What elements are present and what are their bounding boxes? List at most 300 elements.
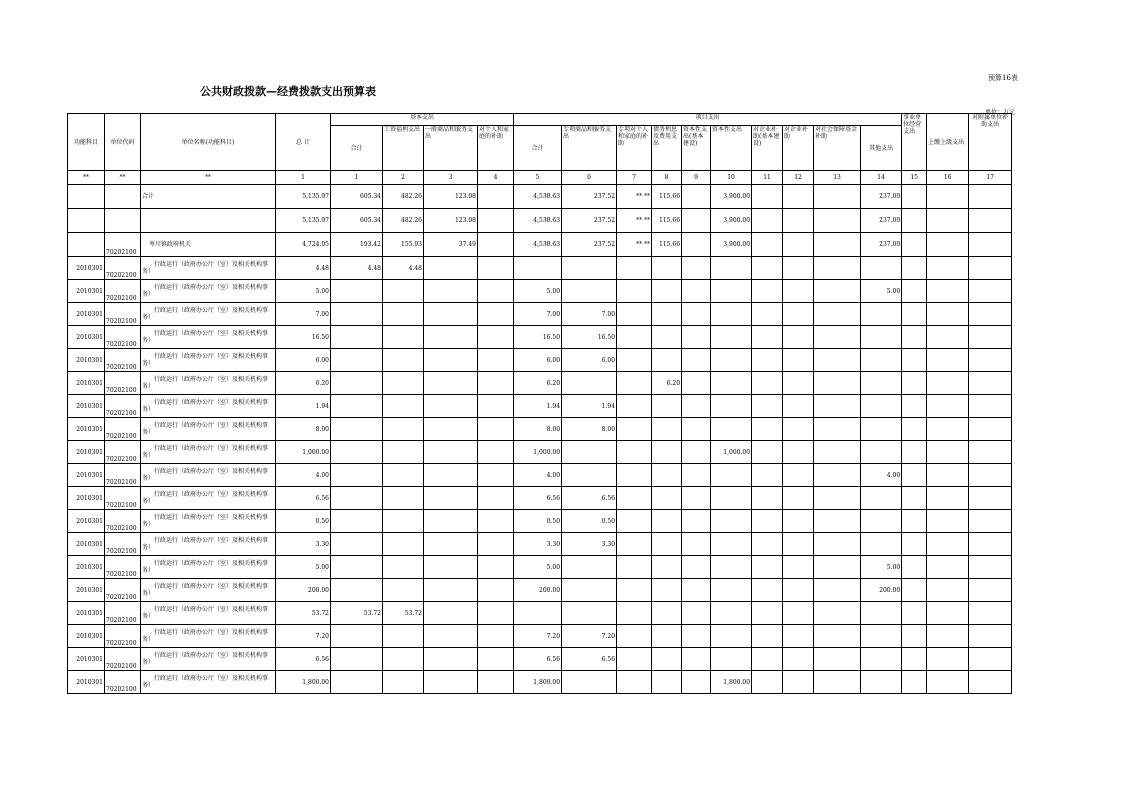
upper-cell: [927, 209, 969, 233]
goods-cell: [424, 303, 478, 326]
project-personal-cell: [617, 441, 652, 464]
total-cell: 16.50: [276, 326, 331, 349]
table-row: [68, 185, 1012, 209]
salary-cell: [383, 579, 424, 602]
ent-subsidy-cell: [783, 326, 814, 349]
unit-name-cell: 行政运行（政府办公厅（室）及相关机构事务）: [141, 533, 276, 556]
project-personal-cell: [617, 303, 652, 326]
unit-name-cell: 行政运行（政府办公厅（室）及相关机构事务）: [141, 648, 276, 671]
ent-subsidy-build-cell: [752, 464, 783, 487]
ent-subsidy-cell: [783, 209, 814, 233]
basic-total-cell: [331, 671, 383, 694]
social-cell: [814, 625, 861, 648]
social-cell: [814, 487, 861, 510]
unit-name-cell: 行政运行（政府办公厅（室）及相关机构事务）: [141, 303, 276, 326]
project-personal-cell: [617, 280, 652, 303]
func-subject-cell: [68, 233, 105, 257]
ent-subsidy-cell: [783, 257, 814, 280]
subsidiary-cell: [969, 372, 1012, 395]
personal-cell: [478, 602, 514, 625]
total-cell: 6.20: [276, 372, 331, 395]
enterprise-cell: [902, 233, 927, 257]
unit-code-cell: 70202100: [105, 671, 141, 694]
basic-total-cell: 605.34: [331, 209, 383, 233]
project-personal-cell: [617, 372, 652, 395]
project-total-cell: 0.50: [514, 510, 562, 533]
enterprise-cell: [902, 349, 927, 372]
basic-total-cell: [331, 625, 383, 648]
capital-cell: [711, 326, 752, 349]
social-cell: [814, 418, 861, 441]
personal-cell: [478, 185, 514, 209]
social-cell: [814, 556, 861, 579]
table-row: [68, 487, 1012, 510]
unit-name-cell: 行政运行（政府办公厅（室）及相关机构事务）: [141, 671, 276, 694]
column-number: **: [105, 171, 141, 185]
column-number: 17: [969, 171, 1012, 185]
debt-cell: 115.66: [652, 233, 682, 257]
basic-total-cell: [331, 579, 383, 602]
unit-name-cell: 行政运行（政府办公厅（室）及相关机构事务）: [141, 625, 276, 648]
capital-build-cell: [682, 533, 711, 556]
project-personal-cell: [617, 257, 652, 280]
unit-code-cell: 70202100: [105, 303, 141, 326]
column-number: **: [68, 171, 105, 185]
other-cell: [861, 648, 902, 671]
unit-code-cell: 70202100: [105, 556, 141, 579]
capital-cell: [711, 556, 752, 579]
capital-cell: [711, 303, 752, 326]
project-total-cell: 5.00: [514, 556, 562, 579]
total-cell: 7.00: [276, 303, 331, 326]
column-number: 15: [902, 171, 927, 185]
ent-subsidy-cell: [783, 303, 814, 326]
total-cell: 6.56: [276, 487, 331, 510]
table-row: [68, 556, 1012, 579]
other-cell: 4.00: [861, 464, 902, 487]
salary-cell: [383, 533, 424, 556]
special-goods-cell: [562, 372, 617, 395]
special-goods-cell: [562, 671, 617, 694]
capital-cell: [711, 625, 752, 648]
table-row: [68, 209, 1012, 233]
project-total-cell: 6.56: [514, 487, 562, 510]
project-total-cell: 4,530.63: [514, 209, 562, 233]
unit-name-cell: 行政运行（政府办公厅（室）及相关机构事务）: [141, 441, 276, 464]
header-proj-personal: 专项对个人和家庭的补助: [617, 126, 652, 171]
other-cell: [861, 441, 902, 464]
other-cell: 237.00: [861, 185, 902, 209]
goods-cell: [424, 579, 478, 602]
capital-cell: 3,900.00: [711, 185, 752, 209]
salary-cell: 482.26: [383, 209, 424, 233]
special-goods-cell: 6.56: [562, 648, 617, 671]
project-total-cell: 4,530.63: [514, 233, 562, 257]
subsidiary-cell: [969, 579, 1012, 602]
personal-cell: [478, 395, 514, 418]
unit-code-cell: 70202100: [105, 257, 141, 280]
header-proj-total: 合计: [514, 126, 562, 171]
basic-total-cell: [331, 326, 383, 349]
debt-cell: [652, 303, 682, 326]
subsidiary-cell: [969, 533, 1012, 556]
debt-cell: [652, 487, 682, 510]
special-goods-cell: 7.00: [562, 303, 617, 326]
salary-cell: 482.26: [383, 185, 424, 209]
social-cell: [814, 233, 861, 257]
project-total-cell: 6.56: [514, 648, 562, 671]
enterprise-cell: [902, 395, 927, 418]
social-cell: [814, 464, 861, 487]
ent-subsidy-cell: [783, 625, 814, 648]
goods-cell: [424, 418, 478, 441]
basic-total-cell: [331, 648, 383, 671]
goods-cell: [424, 556, 478, 579]
unit-code-cell: 70202100: [105, 625, 141, 648]
unit-name-cell: 行政运行（政府办公厅（室）及相关机构事务）: [141, 556, 276, 579]
debt-cell: [652, 441, 682, 464]
other-cell: [861, 510, 902, 533]
capital-cell: [711, 395, 752, 418]
table-number-tag: 预算16表: [988, 74, 1018, 82]
total-cell: 6.00: [276, 349, 331, 372]
project-personal-cell: [617, 395, 652, 418]
ent-subsidy-build-cell: [752, 209, 783, 233]
ent-subsidy-build-cell: [752, 556, 783, 579]
ent-subsidy-build-cell: [752, 579, 783, 602]
project-personal-cell: ** **: [617, 185, 652, 209]
other-cell: [861, 257, 902, 280]
table-row: [68, 579, 1012, 602]
debt-cell: [652, 625, 682, 648]
personal-cell: [478, 648, 514, 671]
special-goods-cell: 8.00: [562, 418, 617, 441]
ent-subsidy-cell: [783, 372, 814, 395]
total-cell: 4.48: [276, 257, 331, 280]
social-cell: [814, 533, 861, 556]
enterprise-cell: [902, 257, 927, 280]
ent-subsidy-build-cell: [752, 280, 783, 303]
salary-cell: [383, 510, 424, 533]
capital-build-cell: [682, 579, 711, 602]
unit-code-cell: [105, 185, 141, 209]
other-cell: [861, 625, 902, 648]
salary-cell: [383, 464, 424, 487]
goods-cell: [424, 625, 478, 648]
capital-build-cell: [682, 372, 711, 395]
basic-total-cell: [331, 510, 383, 533]
unit-name-cell: 行政运行（政府办公厅（室）及相关机构事务）: [141, 257, 276, 280]
debt-cell: [652, 671, 682, 694]
goods-cell: [424, 464, 478, 487]
capital-cell: [711, 464, 752, 487]
enterprise-cell: [902, 533, 927, 556]
enterprise-cell: [902, 418, 927, 441]
special-goods-cell: 0.50: [562, 510, 617, 533]
project-personal-cell: [617, 349, 652, 372]
enterprise-cell: [902, 209, 927, 233]
unit-code-cell: 70202100: [105, 579, 141, 602]
header-capital-build: 资本性支出(基本建设): [682, 126, 711, 171]
table-row: [68, 441, 1012, 464]
enterprise-cell: [902, 464, 927, 487]
debt-cell: [652, 280, 682, 303]
salary-cell: [383, 671, 424, 694]
goods-cell: [424, 510, 478, 533]
subsidiary-cell: [969, 257, 1012, 280]
personal-cell: [478, 326, 514, 349]
subsidiary-cell: [969, 487, 1012, 510]
subsidiary-cell: [969, 671, 1012, 694]
total-cell: 5,135.97: [276, 209, 331, 233]
social-cell: [814, 280, 861, 303]
basic-total-cell: 4.48: [331, 257, 383, 280]
social-cell: [814, 648, 861, 671]
other-cell: [861, 533, 902, 556]
table-row: [68, 233, 1012, 257]
other-cell: [861, 602, 902, 625]
column-number: 16: [927, 171, 969, 185]
ent-subsidy-build-cell: [752, 441, 783, 464]
table-row: [68, 671, 1012, 694]
ent-subsidy-build-cell: [752, 510, 783, 533]
project-total-cell: 8.00: [514, 418, 562, 441]
column-number: 11: [752, 171, 783, 185]
capital-build-cell: [682, 556, 711, 579]
func-subject-cell: 2010301: [68, 625, 105, 648]
other-cell: [861, 671, 902, 694]
func-subject-cell: 2010301: [68, 395, 105, 418]
header-total: 总 计: [276, 114, 331, 171]
total-cell: 5.00: [276, 280, 331, 303]
unit-code-cell: [105, 209, 141, 233]
subsidiary-cell: [969, 441, 1012, 464]
ent-subsidy-build-cell: [752, 326, 783, 349]
unit-name-cell: 行政运行（政府办公厅（室）及相关机构事务）: [141, 579, 276, 602]
page-title: 公共财政拨款—经费拨款支出预算表: [200, 85, 376, 98]
ent-subsidy-build-cell: [752, 185, 783, 209]
unit-name-cell: 岑川镇政府机关: [141, 233, 276, 257]
column-number: 2: [383, 171, 424, 185]
upper-cell: [927, 510, 969, 533]
other-cell: [861, 326, 902, 349]
subsidiary-cell: [969, 303, 1012, 326]
salary-cell: [383, 625, 424, 648]
goods-cell: [424, 257, 478, 280]
salary-cell: [383, 487, 424, 510]
project-total-cell: 6.00: [514, 349, 562, 372]
unit-code-cell: 70202100: [105, 372, 141, 395]
func-subject-cell: 2010301: [68, 602, 105, 625]
ent-subsidy-cell: [783, 671, 814, 694]
column-number-row: [68, 171, 1012, 185]
special-goods-cell: 237.52: [562, 233, 617, 257]
upper-cell: [927, 395, 969, 418]
subsidiary-cell: [969, 209, 1012, 233]
personal-cell: [478, 556, 514, 579]
header-unit-code: 单位代码: [105, 114, 141, 171]
social-cell: [814, 185, 861, 209]
enterprise-cell: [902, 441, 927, 464]
unit-name-cell: 行政运行（政府办公厅（室）及相关机构事务）: [141, 510, 276, 533]
func-subject-cell: 2010301: [68, 303, 105, 326]
goods-cell: [424, 349, 478, 372]
upper-cell: [927, 280, 969, 303]
debt-cell: [652, 418, 682, 441]
enterprise-cell: [902, 185, 927, 209]
debt-cell: [652, 464, 682, 487]
func-subject-cell: 2010301: [68, 418, 105, 441]
capital-build-cell: [682, 349, 711, 372]
ent-subsidy-cell: [783, 579, 814, 602]
capital-cell: 1,000.00: [711, 441, 752, 464]
capital-build-cell: [682, 303, 711, 326]
unit-code-cell: 70202100: [105, 487, 141, 510]
project-total-cell: 7.00: [514, 303, 562, 326]
capital-cell: [711, 510, 752, 533]
goods-cell: 123.08: [424, 209, 478, 233]
table-row: [68, 303, 1012, 326]
upper-cell: [927, 303, 969, 326]
project-personal-cell: [617, 579, 652, 602]
column-number: 9: [682, 171, 711, 185]
enterprise-cell: [902, 625, 927, 648]
total-cell: 1,800.00: [276, 671, 331, 694]
project-total-cell: 1.94: [514, 395, 562, 418]
other-cell: 5.00: [861, 556, 902, 579]
capital-build-cell: [682, 395, 711, 418]
subsidiary-cell: [969, 185, 1012, 209]
capital-build-cell: [682, 602, 711, 625]
header-social: 对社会保障基金补助: [814, 126, 861, 171]
salary-cell: [383, 648, 424, 671]
project-personal-cell: [617, 671, 652, 694]
special-goods-cell: 1.94: [562, 395, 617, 418]
capital-build-cell: [682, 326, 711, 349]
ent-subsidy-build-cell: [752, 625, 783, 648]
header-capital: 资本性支出: [711, 126, 752, 171]
ent-subsidy-cell: [783, 441, 814, 464]
total-cell: 53.72: [276, 602, 331, 625]
social-cell: [814, 602, 861, 625]
enterprise-cell: [902, 556, 927, 579]
unit-code-cell: 70202100: [105, 533, 141, 556]
subsidiary-cell: [969, 280, 1012, 303]
unit-code-cell: 70202100: [105, 280, 141, 303]
debt-cell: 6.20: [652, 372, 682, 395]
unit-name-cell: 行政运行（政府办公厅（室）及相关机构事务）: [141, 280, 276, 303]
unit-code-cell: 70202100: [105, 418, 141, 441]
table-row: [68, 510, 1012, 533]
table-row: [68, 280, 1012, 303]
column-number: 10: [711, 171, 752, 185]
func-subject-cell: 2010301: [68, 533, 105, 556]
special-goods-cell: 6.00: [562, 349, 617, 372]
column-number: 3: [424, 171, 478, 185]
personal-cell: [478, 625, 514, 648]
header-goods: 一般商品和服务支出: [424, 126, 478, 171]
personal-cell: [478, 233, 514, 257]
header-personal: 对个人和家庭的补助: [478, 126, 514, 171]
subsidiary-cell: [969, 602, 1012, 625]
personal-cell: [478, 464, 514, 487]
special-goods-cell: [562, 602, 617, 625]
unit-name-cell: 行政运行（政府办公厅（室）及相关机构事务）: [141, 464, 276, 487]
unit-name-cell: 行政运行（政府办公厅（室）及相关机构事务）: [141, 372, 276, 395]
project-total-cell: 200.00: [514, 579, 562, 602]
project-total-cell: [514, 257, 562, 280]
project-personal-cell: ** **: [617, 233, 652, 257]
func-subject-cell: 2010301: [68, 372, 105, 395]
func-subject-cell: 2010301: [68, 257, 105, 280]
upper-cell: [927, 648, 969, 671]
table-row: [68, 533, 1012, 556]
ent-subsidy-cell: [783, 602, 814, 625]
header-debt: 债务利息及费用支出: [652, 126, 682, 171]
ent-subsidy-build-cell: [752, 395, 783, 418]
total-cell: 4,724.05: [276, 233, 331, 257]
upper-cell: [927, 326, 969, 349]
upper-cell: [927, 671, 969, 694]
debt-cell: [652, 510, 682, 533]
debt-cell: [652, 556, 682, 579]
capital-cell: [711, 418, 752, 441]
upper-cell: [927, 487, 969, 510]
goods-cell: [424, 326, 478, 349]
salary-cell: [383, 418, 424, 441]
other-cell: [861, 395, 902, 418]
project-total-cell: 1,800.00: [514, 671, 562, 694]
unit-name-cell: 行政运行（政府办公厅（室）及相关机构事务）: [141, 602, 276, 625]
unit-code-cell: 70202100: [105, 464, 141, 487]
salary-cell: [383, 556, 424, 579]
special-goods-cell: [562, 579, 617, 602]
capital-build-cell: [682, 510, 711, 533]
project-total-cell: [514, 602, 562, 625]
capital-cell: [711, 349, 752, 372]
other-cell: [861, 303, 902, 326]
capital-build-cell: [682, 671, 711, 694]
func-subject-cell: [68, 209, 105, 233]
ent-subsidy-cell: [783, 648, 814, 671]
debt-cell: [652, 533, 682, 556]
goods-cell: [424, 487, 478, 510]
header-enterprise: 事业单位经营支出: [902, 114, 927, 171]
total-cell: 8.00: [276, 418, 331, 441]
project-personal-cell: [617, 510, 652, 533]
project-personal-cell: [617, 648, 652, 671]
table-row: [68, 326, 1012, 349]
func-subject-cell: 2010301: [68, 280, 105, 303]
project-personal-cell: [617, 326, 652, 349]
goods-cell: [424, 372, 478, 395]
ent-subsidy-build-cell: [752, 372, 783, 395]
other-cell: 237.00: [861, 209, 902, 233]
enterprise-cell: [902, 372, 927, 395]
subsidiary-cell: [969, 625, 1012, 648]
ent-subsidy-cell: [783, 233, 814, 257]
social-cell: [814, 209, 861, 233]
ent-subsidy-cell: [783, 464, 814, 487]
unit-code-cell: 70202100: [105, 648, 141, 671]
debt-cell: [652, 648, 682, 671]
project-total-cell: 6.20: [514, 372, 562, 395]
unit-code-cell: 70202100: [105, 326, 141, 349]
salary-cell: [383, 441, 424, 464]
capital-cell: [711, 533, 752, 556]
column-number: 5: [514, 171, 562, 185]
ent-subsidy-cell: [783, 533, 814, 556]
